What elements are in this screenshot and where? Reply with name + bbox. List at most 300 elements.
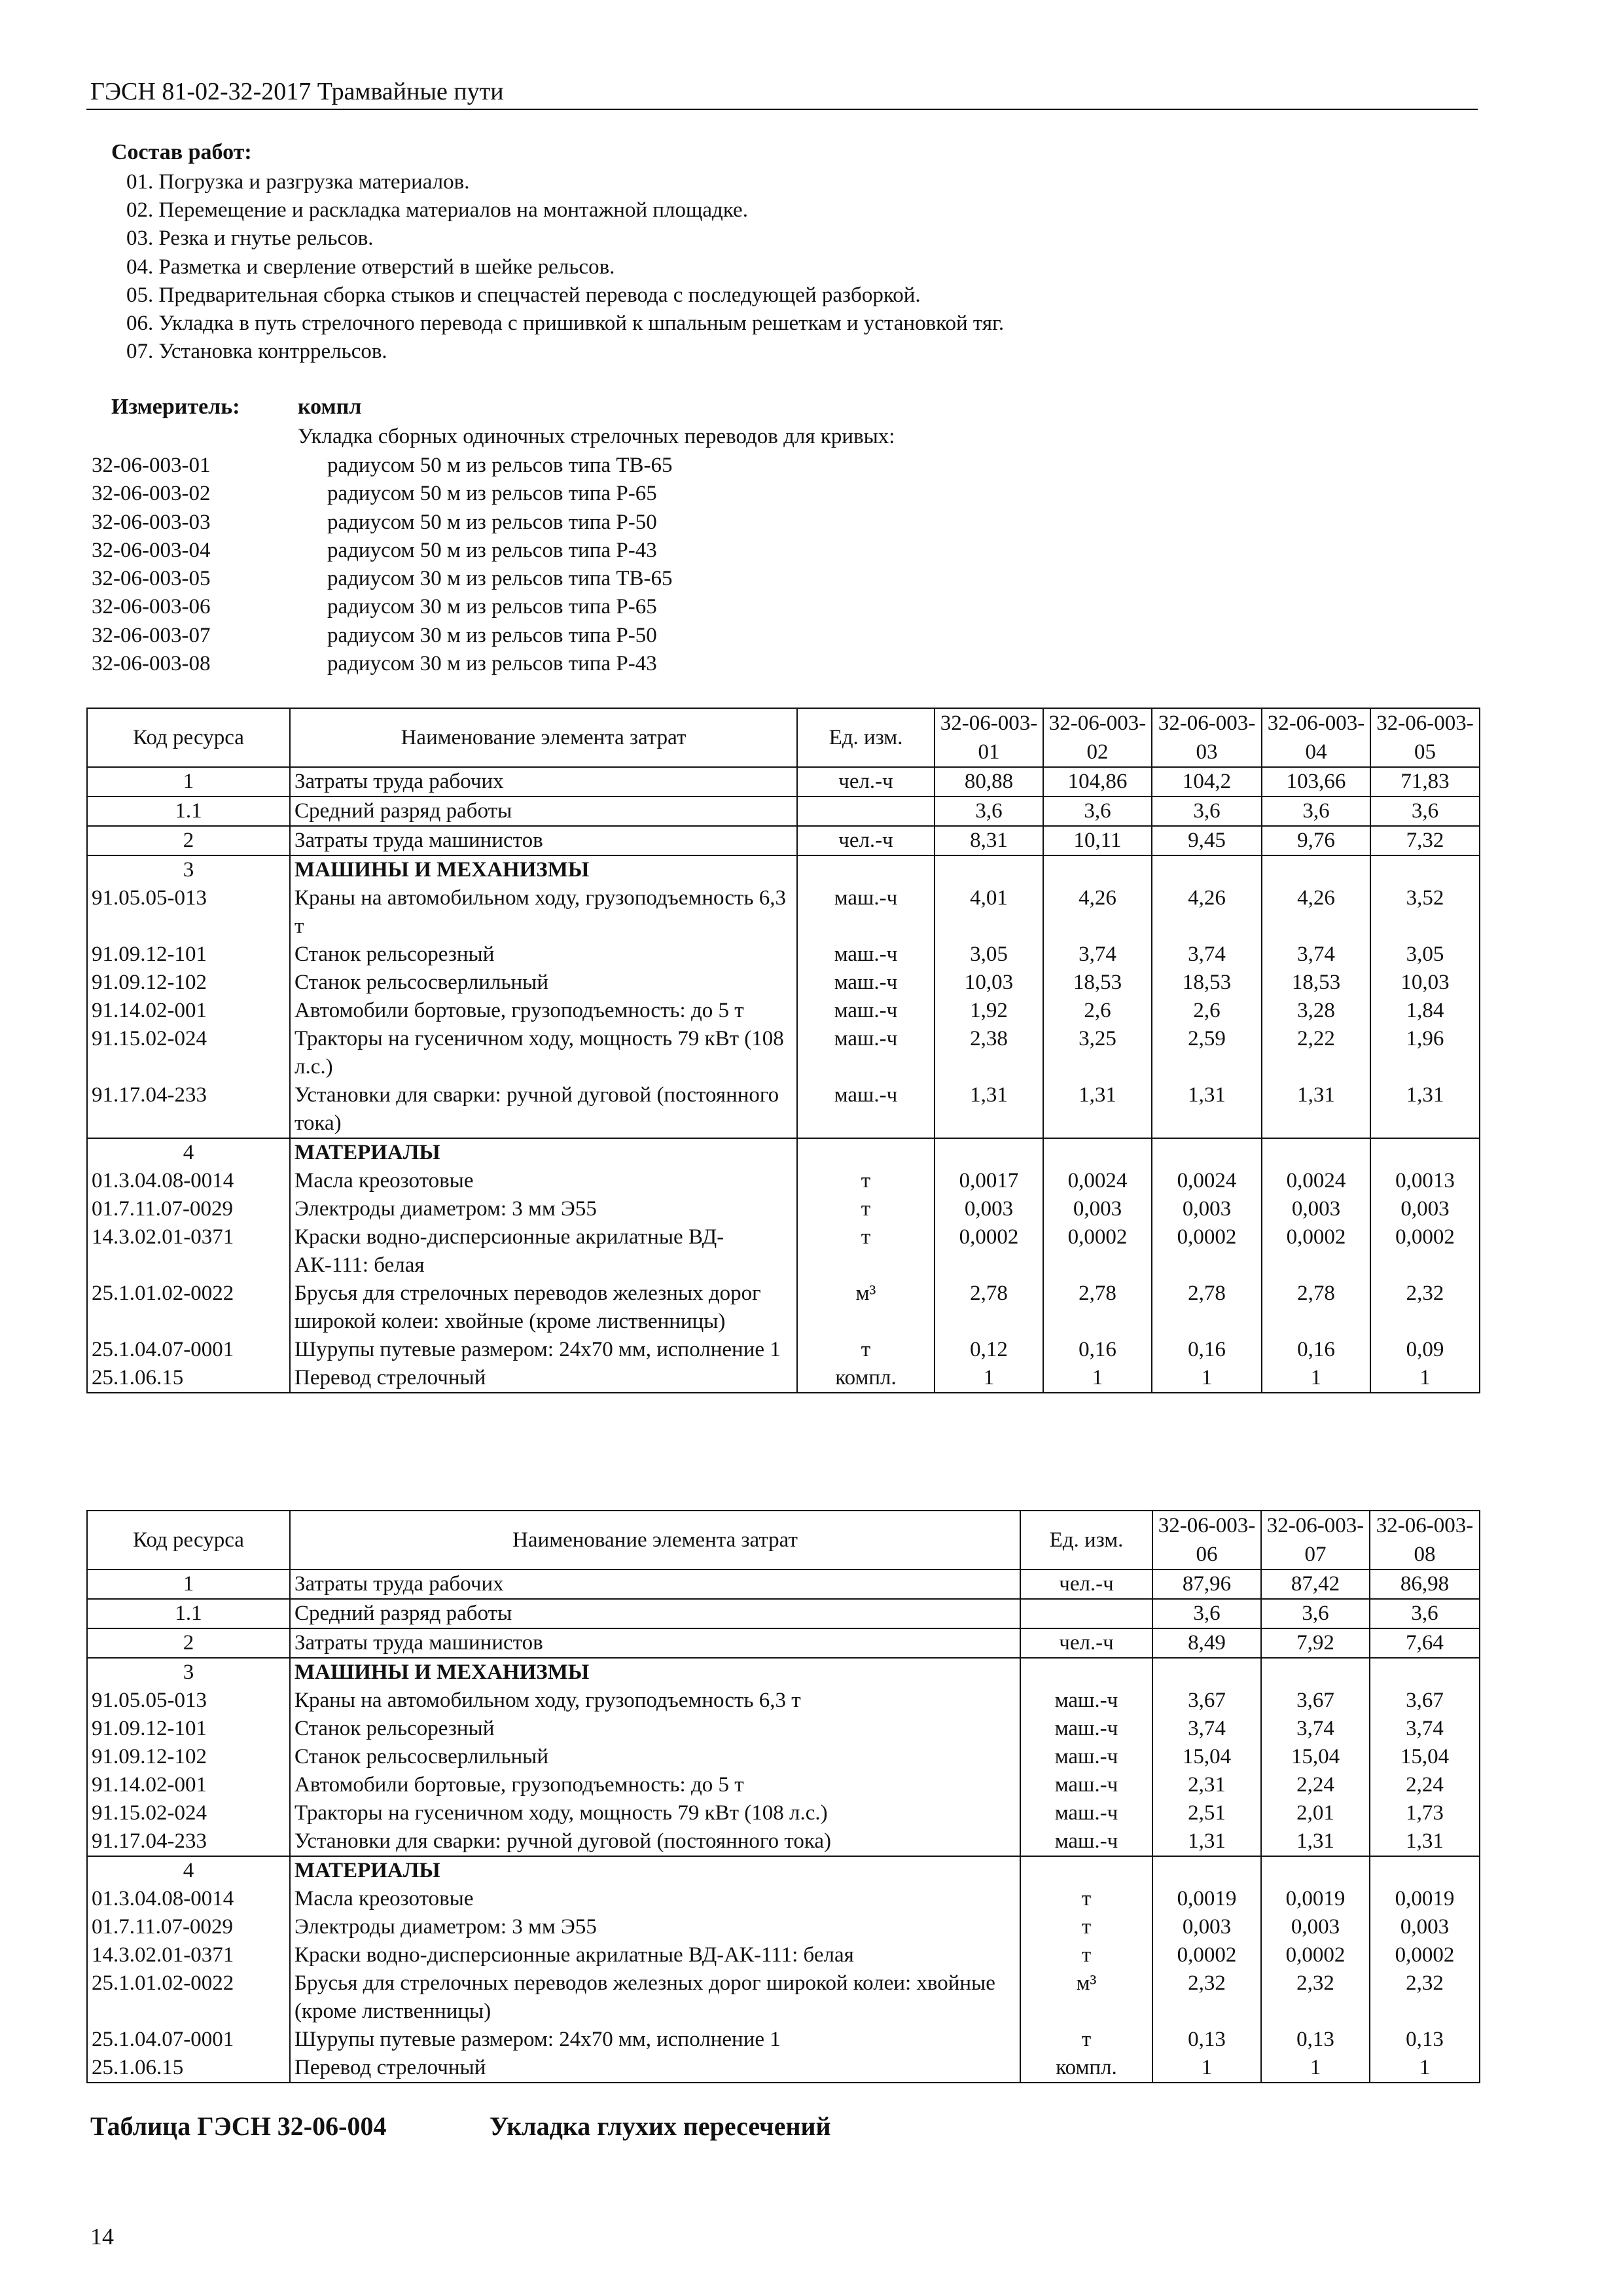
cell-code: 4 bbox=[87, 1138, 290, 1167]
cell-value: 10,03 bbox=[1370, 969, 1480, 997]
cell-value bbox=[1262, 855, 1370, 884]
variant-row bbox=[92, 622, 1008, 650]
cell-value: 2,32 bbox=[1152, 1969, 1261, 2026]
work-item: 03. Резка и гнутье рельсов. bbox=[126, 226, 374, 251]
cell-unit: т bbox=[797, 1195, 935, 1223]
table-row bbox=[87, 1715, 1480, 1743]
cell-value: 2,32 bbox=[1370, 1280, 1480, 1336]
cell-value: 4,26 bbox=[1152, 884, 1262, 941]
cell-value: 1 bbox=[935, 1364, 1043, 1393]
cell-value: 0,0002 bbox=[1370, 1223, 1480, 1280]
table-row bbox=[87, 1941, 1480, 1969]
cell-value: 2,51 bbox=[1152, 1799, 1261, 1827]
cell-value: 7,64 bbox=[1370, 1628, 1480, 1658]
cell-code: 1.1 bbox=[87, 1599, 290, 1628]
cell-code: 3 bbox=[87, 855, 290, 884]
header-name: Наименование элемента затрат bbox=[290, 1511, 1020, 1570]
cell-code: 91.09.12-101 bbox=[87, 941, 290, 969]
table-row bbox=[87, 1364, 1480, 1393]
cell-name: Станок рельсорезный bbox=[290, 1715, 1020, 1743]
cell-unit bbox=[1020, 1599, 1152, 1628]
cell-name: Затраты труда рабочих bbox=[290, 1570, 1020, 1599]
table-row bbox=[87, 1969, 1480, 2026]
cell-value: 0,16 bbox=[1043, 1336, 1152, 1364]
cell-value: 71,83 bbox=[1370, 767, 1480, 797]
cell-name: Средний разряд работы bbox=[290, 797, 797, 826]
cell-value: 0,003 bbox=[1261, 1913, 1370, 1941]
table-row bbox=[87, 997, 1480, 1025]
cell-value: 87,96 bbox=[1152, 1570, 1261, 1599]
cell-code: 25.1.04.07-0001 bbox=[87, 1336, 290, 1364]
table-row bbox=[87, 969, 1480, 997]
cell-unit: чел.-ч bbox=[1020, 1570, 1152, 1599]
cell-name: Масла креозотовые bbox=[290, 1167, 797, 1195]
cell-code: 91.15.02-024 bbox=[87, 1799, 290, 1827]
meter-value: компл bbox=[298, 395, 362, 419]
cell-value: 1,31 bbox=[1043, 1081, 1152, 1138]
work-item: 04. Разметка и сверление отверстий в шейке рельсов. bbox=[126, 255, 615, 279]
cell-code: 3 bbox=[87, 1658, 290, 1687]
variant-text: радиусом 50 м из рельсов типа Р-50 bbox=[327, 510, 657, 534]
cell-value: 3,05 bbox=[935, 941, 1043, 969]
cell-code: 91.14.02-001 bbox=[87, 997, 290, 1025]
cell-value: 1 bbox=[1043, 1364, 1152, 1393]
cell-value bbox=[1043, 855, 1152, 884]
cell-unit: т bbox=[1020, 1913, 1152, 1941]
cell-value: 1 bbox=[1152, 2054, 1261, 2083]
cell-value: 7,92 bbox=[1261, 1628, 1370, 1658]
table-row bbox=[87, 1167, 1480, 1195]
next-table-title: Укладка глухих пересечений bbox=[490, 2111, 831, 2141]
cell-unit: маш.-ч bbox=[1020, 1687, 1152, 1715]
cell-value: 10,11 bbox=[1043, 826, 1152, 855]
cell-value: 2,32 bbox=[1370, 1969, 1480, 2026]
cell-value: 0,09 bbox=[1370, 1336, 1480, 1364]
table-row bbox=[87, 2054, 1480, 2083]
cell-unit: маш.-ч bbox=[797, 1025, 935, 1081]
cell-value: 18,53 bbox=[1152, 969, 1262, 997]
table-row bbox=[87, 797, 1480, 826]
cell-value: 8,49 bbox=[1152, 1628, 1261, 1658]
variant-row bbox=[92, 537, 1008, 565]
cell-value: 1 bbox=[1370, 1364, 1480, 1393]
cell-value: 0,003 bbox=[1152, 1913, 1261, 1941]
cell-value: 1,31 bbox=[1370, 1827, 1480, 1856]
table-row bbox=[87, 1280, 1480, 1336]
cell-code: 25.1.04.07-0001 bbox=[87, 2026, 290, 2054]
cell-value: 0,003 bbox=[1370, 1195, 1480, 1223]
cell-code: 25.1.01.02-0022 bbox=[87, 1969, 290, 2026]
cell-value: 3,6 bbox=[935, 797, 1043, 826]
cell-value: 3,6 bbox=[1152, 1599, 1261, 1628]
cell-name: Тракторы на гусеничном ходу, мощность 79 кВт (108 л.с.) bbox=[290, 1025, 797, 1081]
cell-value: 1 bbox=[1261, 2054, 1370, 2083]
cell-unit: маш.-ч bbox=[1020, 1799, 1152, 1827]
cell-value: 3,28 bbox=[1262, 997, 1370, 1025]
cell-unit bbox=[797, 855, 935, 884]
cell-value: 3,74 bbox=[1152, 1715, 1261, 1743]
cell-value: 0,12 bbox=[935, 1336, 1043, 1364]
cell-value: 0,003 bbox=[1152, 1195, 1262, 1223]
table-row bbox=[87, 941, 1480, 969]
table-row bbox=[87, 1771, 1480, 1799]
variant-code: 32-06-003-06 bbox=[92, 595, 211, 619]
cell-value: 18,53 bbox=[1043, 969, 1152, 997]
table-row bbox=[87, 1081, 1480, 1138]
cell-value: 2,32 bbox=[1261, 1969, 1370, 2026]
table-row bbox=[87, 884, 1480, 941]
cell-code: 1.1 bbox=[87, 797, 290, 826]
table-body bbox=[87, 767, 1480, 1393]
cell-value: 3,67 bbox=[1370, 1687, 1480, 1715]
work-item: 05. Предварительная сборка стыков и спецчастей перевода с последующей разборкой. bbox=[126, 283, 921, 307]
cell-name: Станок рельсорезный bbox=[290, 941, 797, 969]
cell-code: 1 bbox=[87, 767, 290, 797]
cell-value: 0,0002 bbox=[1262, 1223, 1370, 1280]
variant-code: 32-06-003-03 bbox=[92, 510, 211, 534]
table-row bbox=[87, 1885, 1480, 1913]
table-row bbox=[87, 826, 1480, 855]
cell-value: 3,67 bbox=[1152, 1687, 1261, 1715]
cell-value: 10,03 bbox=[935, 969, 1043, 997]
cell-value: 0,0002 bbox=[1370, 1941, 1480, 1969]
resource-table-2 bbox=[86, 1510, 1480, 2083]
cell-name: Краски водно-дисперсионные акрилатные ВД-АК-111: белая bbox=[290, 1223, 797, 1280]
cell-code: 01.7.11.07-0029 bbox=[87, 1195, 290, 1223]
cell-value: 1,73 bbox=[1370, 1799, 1480, 1827]
variant-text: радиусом 50 м из рельсов типа ТВ-65 bbox=[327, 454, 673, 477]
cell-name: Шурупы путевые размером: 24х70 мм, исполнение 1 bbox=[290, 2026, 1020, 2054]
variant-text: радиусом 30 м из рельсов типа Р-43 bbox=[327, 652, 657, 676]
cell-unit: м³ bbox=[1020, 1969, 1152, 2026]
cell-value: 0,003 bbox=[1043, 1195, 1152, 1223]
cell-code: 91.17.04-233 bbox=[87, 1827, 290, 1856]
header-column: 32-06-003-04 bbox=[1262, 708, 1370, 767]
header-unit: Ед. изм. bbox=[1020, 1511, 1152, 1570]
cell-name: Автомобили бортовые, грузоподъемность: до 5 т bbox=[290, 997, 797, 1025]
table-row bbox=[87, 1570, 1480, 1599]
cell-value: 3,6 bbox=[1262, 797, 1370, 826]
cell-value: 1 bbox=[1262, 1364, 1370, 1393]
cell-value: 0,003 bbox=[1262, 1195, 1370, 1223]
cell-value: 2,6 bbox=[1043, 997, 1152, 1025]
header-unit: Ед. изм. bbox=[797, 708, 935, 767]
header-code: Код ресурса bbox=[87, 1511, 290, 1570]
cell-value: 0,0024 bbox=[1262, 1167, 1370, 1195]
header-column: 32-06-003-06 bbox=[1152, 1511, 1261, 1570]
header-column: 32-06-003-08 bbox=[1370, 1511, 1480, 1570]
table-row bbox=[87, 855, 1480, 884]
cell-value: 2,78 bbox=[1152, 1280, 1262, 1336]
cell-code: 14.3.02.01-0371 bbox=[87, 1223, 290, 1280]
cell-code: 91.05.05-013 bbox=[87, 1687, 290, 1715]
cell-value: 0,0002 bbox=[1152, 1941, 1261, 1969]
table-row bbox=[87, 1025, 1480, 1081]
cell-value bbox=[1261, 1658, 1370, 1687]
cell-code: 01.7.11.07-0029 bbox=[87, 1913, 290, 1941]
variant-code: 32-06-003-02 bbox=[92, 482, 211, 506]
cell-name: Тракторы на гусеничном ходу, мощность 79 кВт (108 л.с.) bbox=[290, 1799, 1020, 1827]
table-row bbox=[87, 1913, 1480, 1941]
cell-unit: т bbox=[1020, 2026, 1152, 2054]
cell-value: 1,92 bbox=[935, 997, 1043, 1025]
cell-name: Брусья для стрелочных переводов железных дорог широкой колеи: хвойные (кроме лиственницы) bbox=[290, 1280, 797, 1336]
variant-text: радиусом 30 м из рельсов типа Р-65 bbox=[327, 595, 657, 619]
cell-value: 0,16 bbox=[1152, 1336, 1262, 1364]
cell-value: 0,13 bbox=[1370, 2026, 1480, 2054]
cell-value: 3,74 bbox=[1043, 941, 1152, 969]
cell-unit bbox=[1020, 1658, 1152, 1687]
variant-row bbox=[92, 565, 1008, 593]
table-row bbox=[87, 1195, 1480, 1223]
table-row bbox=[87, 1138, 1480, 1167]
cell-unit: чел.-ч bbox=[1020, 1628, 1152, 1658]
cell-code: 91.14.02-001 bbox=[87, 1771, 290, 1799]
works-title: Состав работ: bbox=[111, 140, 252, 164]
table-row bbox=[87, 1658, 1480, 1687]
cell-name: Автомобили бортовые, грузоподъемность: до 5 т bbox=[290, 1771, 1020, 1799]
header-code: Код ресурса bbox=[87, 708, 290, 767]
cell-value: 2,38 bbox=[935, 1025, 1043, 1081]
header-column: 32-06-003-03 bbox=[1152, 708, 1262, 767]
variant-text: радиусом 30 м из рельсов типа Р-50 bbox=[327, 623, 657, 647]
table-row bbox=[87, 1687, 1480, 1715]
cell-value: 2,59 bbox=[1152, 1025, 1262, 1081]
page-header-title: ГЭСН 81-02-32-2017 Трамвайные пути bbox=[90, 78, 504, 105]
cell-code: 2 bbox=[87, 826, 290, 855]
cell-unit: маш.-ч bbox=[1020, 1827, 1152, 1856]
variants-list bbox=[92, 452, 1008, 678]
variants-caption: Укладка сборных одиночных стрелочных переводов для кривых: bbox=[298, 425, 895, 448]
cell-value bbox=[1370, 855, 1480, 884]
cell-code: 25.1.06.15 bbox=[87, 2054, 290, 2083]
cell-code: 91.05.05-013 bbox=[87, 884, 290, 941]
cell-name: Затраты труда рабочих bbox=[290, 767, 797, 797]
header-name: Наименование элемента затрат bbox=[290, 708, 797, 767]
cell-name: Электроды диаметром: 3 мм Э55 bbox=[290, 1913, 1020, 1941]
cell-value: 0,003 bbox=[1370, 1913, 1480, 1941]
cell-unit: маш.-ч bbox=[1020, 1743, 1152, 1771]
cell-value: 87,42 bbox=[1261, 1570, 1370, 1599]
cell-name: Станок рельсосверлильный bbox=[290, 969, 797, 997]
cell-value: 3,74 bbox=[1370, 1715, 1480, 1743]
cell-value: 1,31 bbox=[935, 1081, 1043, 1138]
cell-name: Электроды диаметром: 3 мм Э55 bbox=[290, 1195, 797, 1223]
cell-unit: чел.-ч bbox=[797, 826, 935, 855]
cell-unit: маш.-ч bbox=[797, 969, 935, 997]
cell-value: 1,31 bbox=[1152, 1827, 1261, 1856]
table-row bbox=[87, 1628, 1480, 1658]
page-number: 14 bbox=[90, 2223, 114, 2250]
cell-value: 0,0013 bbox=[1370, 1167, 1480, 1195]
variant-row bbox=[92, 452, 1008, 480]
table-row bbox=[87, 1743, 1480, 1771]
cell-value: 7,32 bbox=[1370, 826, 1480, 855]
cell-value: 2,6 bbox=[1152, 997, 1262, 1025]
cell-unit: маш.-ч bbox=[1020, 1715, 1152, 1743]
cell-value: 15,04 bbox=[1370, 1743, 1480, 1771]
cell-value bbox=[1152, 1658, 1261, 1687]
cell-value: 0,0024 bbox=[1152, 1167, 1262, 1195]
work-item: 06. Укладка в путь стрелочного перевода с пришивкой к шпальным решеткам и установкой тяг. bbox=[126, 312, 1005, 336]
cell-unit bbox=[797, 1138, 935, 1167]
cell-unit: т bbox=[797, 1336, 935, 1364]
variant-text: радиусом 50 м из рельсов типа Р-65 bbox=[327, 482, 657, 506]
cell-value: 3,67 bbox=[1261, 1687, 1370, 1715]
cell-unit: маш.-ч bbox=[797, 1081, 935, 1138]
variant-row bbox=[92, 509, 1008, 537]
cell-name: Перевод стрелочный bbox=[290, 1364, 797, 1393]
cell-value: 2,24 bbox=[1370, 1771, 1480, 1799]
cell-unit: маш.-ч bbox=[797, 997, 935, 1025]
cell-name: Затраты труда машинистов bbox=[290, 826, 797, 855]
cell-name: Краны на автомобильном ходу, грузоподъемность 6,3 т bbox=[290, 884, 797, 941]
table-row bbox=[87, 1799, 1480, 1827]
variant-code: 32-06-003-04 bbox=[92, 538, 211, 562]
cell-value: 3,6 bbox=[1370, 797, 1480, 826]
variant-row bbox=[92, 480, 1008, 508]
cell-code: 91.09.12-102 bbox=[87, 969, 290, 997]
cell-code: 01.3.04.08-0014 bbox=[87, 1885, 290, 1913]
cell-unit: т bbox=[797, 1167, 935, 1195]
resource-table-1 bbox=[86, 708, 1480, 1393]
cell-code: 2 bbox=[87, 1628, 290, 1658]
cell-value: 2,78 bbox=[1262, 1280, 1370, 1336]
cell-value: 0,16 bbox=[1262, 1336, 1370, 1364]
cell-value bbox=[1370, 1658, 1480, 1687]
cell-unit: т bbox=[797, 1223, 935, 1280]
cell-name: Средний разряд работы bbox=[290, 1599, 1020, 1628]
cell-name: Краски водно-дисперсионные акрилатные ВД-АК-111: белая bbox=[290, 1941, 1020, 1969]
cell-value: 1,31 bbox=[1261, 1827, 1370, 1856]
cell-name: МАШИНЫ И МЕХАНИЗМЫ bbox=[290, 855, 797, 884]
cell-value bbox=[1262, 1138, 1370, 1167]
cell-value: 3,6 bbox=[1370, 1599, 1480, 1628]
cell-unit: маш.-ч bbox=[1020, 1771, 1152, 1799]
cell-value: 0,13 bbox=[1261, 2026, 1370, 2054]
cell-value: 3,6 bbox=[1152, 797, 1262, 826]
cell-code: 1 bbox=[87, 1570, 290, 1599]
cell-unit: маш.-ч bbox=[797, 941, 935, 969]
cell-value: 18,53 bbox=[1262, 969, 1370, 997]
cell-name: МАТЕРИАЛЫ bbox=[290, 1138, 797, 1167]
cell-unit bbox=[797, 797, 935, 826]
variant-row bbox=[92, 593, 1008, 621]
cell-name: Перевод стрелочный bbox=[290, 2054, 1020, 2083]
cell-value: 0,0002 bbox=[1261, 1941, 1370, 1969]
cell-value: 103,66 bbox=[1262, 767, 1370, 797]
cell-value: 8,31 bbox=[935, 826, 1043, 855]
cell-code: 25.1.01.02-0022 bbox=[87, 1280, 290, 1336]
cell-value: 0,0019 bbox=[1261, 1885, 1370, 1913]
cell-value bbox=[1152, 855, 1262, 884]
cell-name: Брусья для стрелочных переводов железных дорог широкой колеи: хвойные (кроме лиственницы) bbox=[290, 1969, 1020, 2026]
variant-text: радиусом 50 м из рельсов типа Р-43 bbox=[327, 538, 657, 562]
cell-name: Затраты труда машинистов bbox=[290, 1628, 1020, 1658]
cell-value: 1 bbox=[1152, 1364, 1262, 1393]
header-column: 32-06-003-02 bbox=[1043, 708, 1152, 767]
cell-value: 104,86 bbox=[1043, 767, 1152, 797]
cell-code: 91.09.12-102 bbox=[87, 1743, 290, 1771]
cell-code: 91.15.02-024 bbox=[87, 1025, 290, 1081]
work-item: 01. Погрузка и разгрузка материалов. bbox=[126, 170, 470, 194]
work-item: 02. Перемещение и раскладка материалов на монтажной площадке. bbox=[126, 198, 748, 223]
cell-code: 91.17.04-233 bbox=[87, 1081, 290, 1138]
cell-code: 01.3.04.08-0014 bbox=[87, 1167, 290, 1195]
cell-name: МАШИНЫ И МЕХАНИЗМЫ bbox=[290, 1658, 1020, 1687]
variant-row bbox=[92, 650, 1008, 678]
cell-value: 0,0017 bbox=[935, 1167, 1043, 1195]
cell-value: 4,01 bbox=[935, 884, 1043, 941]
cell-value bbox=[1370, 1138, 1480, 1167]
cell-value bbox=[935, 855, 1043, 884]
variant-code: 32-06-003-08 bbox=[92, 652, 211, 676]
cell-unit: м³ bbox=[797, 1280, 935, 1336]
header-column: 32-06-003-01 bbox=[935, 708, 1043, 767]
cell-value: 0,0002 bbox=[1152, 1223, 1262, 1280]
cell-value: 3,25 bbox=[1043, 1025, 1152, 1081]
cell-value: 0,0002 bbox=[1043, 1223, 1152, 1280]
cell-value bbox=[935, 1138, 1043, 1167]
table-row bbox=[87, 1827, 1480, 1856]
cell-name: Установки для сварки: ручной дуговой (постоянного тока) bbox=[290, 1827, 1020, 1856]
variant-code: 32-06-003-05 bbox=[92, 567, 211, 591]
cell-value: 2,22 bbox=[1262, 1025, 1370, 1081]
cell-value: 3,05 bbox=[1370, 941, 1480, 969]
cell-value: 1 bbox=[1370, 2054, 1480, 2083]
cell-value: 1,84 bbox=[1370, 997, 1480, 1025]
cell-value: 1,31 bbox=[1370, 1081, 1480, 1138]
cell-value: 0,0019 bbox=[1370, 1885, 1480, 1913]
cell-unit bbox=[1020, 1856, 1152, 1885]
cell-name: Шурупы путевые размером: 24х70 мм, исполнение 1 bbox=[290, 1336, 797, 1364]
cell-name: Станок рельсосверлильный bbox=[290, 1743, 1020, 1771]
cell-value: 80,88 bbox=[935, 767, 1043, 797]
table-header-row bbox=[87, 1511, 1480, 1570]
cell-code: 91.09.12-101 bbox=[87, 1715, 290, 1743]
table-header-row bbox=[87, 708, 1480, 767]
cell-value: 0,0019 bbox=[1152, 1885, 1261, 1913]
cell-value: 2,31 bbox=[1152, 1771, 1261, 1799]
works-list bbox=[126, 168, 1004, 366]
cell-value: 3,6 bbox=[1261, 1599, 1370, 1628]
cell-value bbox=[1152, 1138, 1262, 1167]
cell-value: 104,2 bbox=[1152, 767, 1262, 797]
cell-value: 1,31 bbox=[1262, 1081, 1370, 1138]
cell-value: 1,31 bbox=[1152, 1081, 1262, 1138]
cell-value: 3,74 bbox=[1262, 941, 1370, 969]
table-row bbox=[87, 1599, 1480, 1628]
cell-value: 3,6 bbox=[1043, 797, 1152, 826]
cell-value: 2,78 bbox=[935, 1280, 1043, 1336]
table-row bbox=[87, 2026, 1480, 2054]
cell-value: 86,98 bbox=[1370, 1570, 1480, 1599]
table-row bbox=[87, 1336, 1480, 1364]
cell-name: Масла креозотовые bbox=[290, 1885, 1020, 1913]
cell-unit: чел.-ч bbox=[797, 767, 935, 797]
cell-code: 4 bbox=[87, 1856, 290, 1885]
cell-value: 2,78 bbox=[1043, 1280, 1152, 1336]
cell-value: 3,74 bbox=[1261, 1715, 1370, 1743]
header-column: 32-06-003-07 bbox=[1261, 1511, 1370, 1570]
cell-unit: т bbox=[1020, 1885, 1152, 1913]
next-table-number: Таблица ГЭСН 32-06-004 bbox=[90, 2111, 387, 2141]
cell-unit: т bbox=[1020, 1941, 1152, 1969]
cell-value: 3,52 bbox=[1370, 884, 1480, 941]
header-rule bbox=[86, 109, 1478, 110]
cell-value: 0,003 bbox=[935, 1195, 1043, 1223]
cell-value: 0,0002 bbox=[935, 1223, 1043, 1280]
